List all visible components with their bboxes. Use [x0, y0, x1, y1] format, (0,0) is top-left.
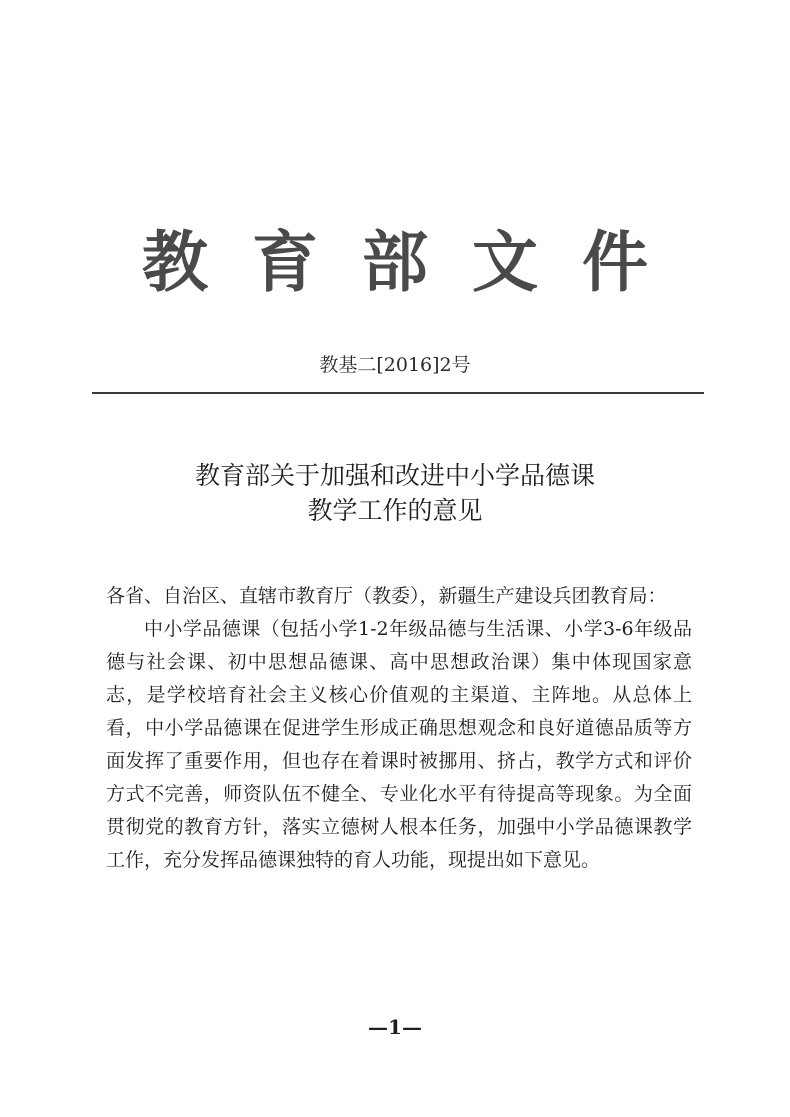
document-title-line-1: 教育部关于加强和改进中小学品德课	[194, 461, 595, 490]
document-body	[106, 580, 692, 877]
body-paragraph: 中小学品德课（包括小学1-2年级品德与生活课、小学3-6年级品德与社会课、初中思想品德课、高中思想政治课）集中体现国家意志，是学校培育社会主义核心价值观的主渠道、主阵地。从总体上看，中小学品德课在促进学生形成正确思想观念和良好道德品质等方面发挥了重要作用，但也存在着课时被挪用、挤占，教学方式和评价方式不完善，师资队伍不健全、专业化水平有待提高等现象。为全面贯彻党的教育方针，落实立德树人根本任务，加强中小学品德课教学工作，充分发挥品德课独特的育人功能，现提出如下意见。	[106, 618, 692, 871]
document-title	[0, 458, 790, 528]
document-title-line-2: 教学工作的意见	[307, 496, 483, 525]
document-header-title: 教育部文件	[142, 223, 692, 301]
header-divider	[92, 392, 704, 394]
page-number: —1—	[368, 1015, 422, 1039]
salutation: 各省、自治区、直辖市教育厅（教委），新疆生产建设兵团教育局：	[106, 585, 667, 607]
document-number: 教基二[2016]2号	[319, 354, 471, 376]
